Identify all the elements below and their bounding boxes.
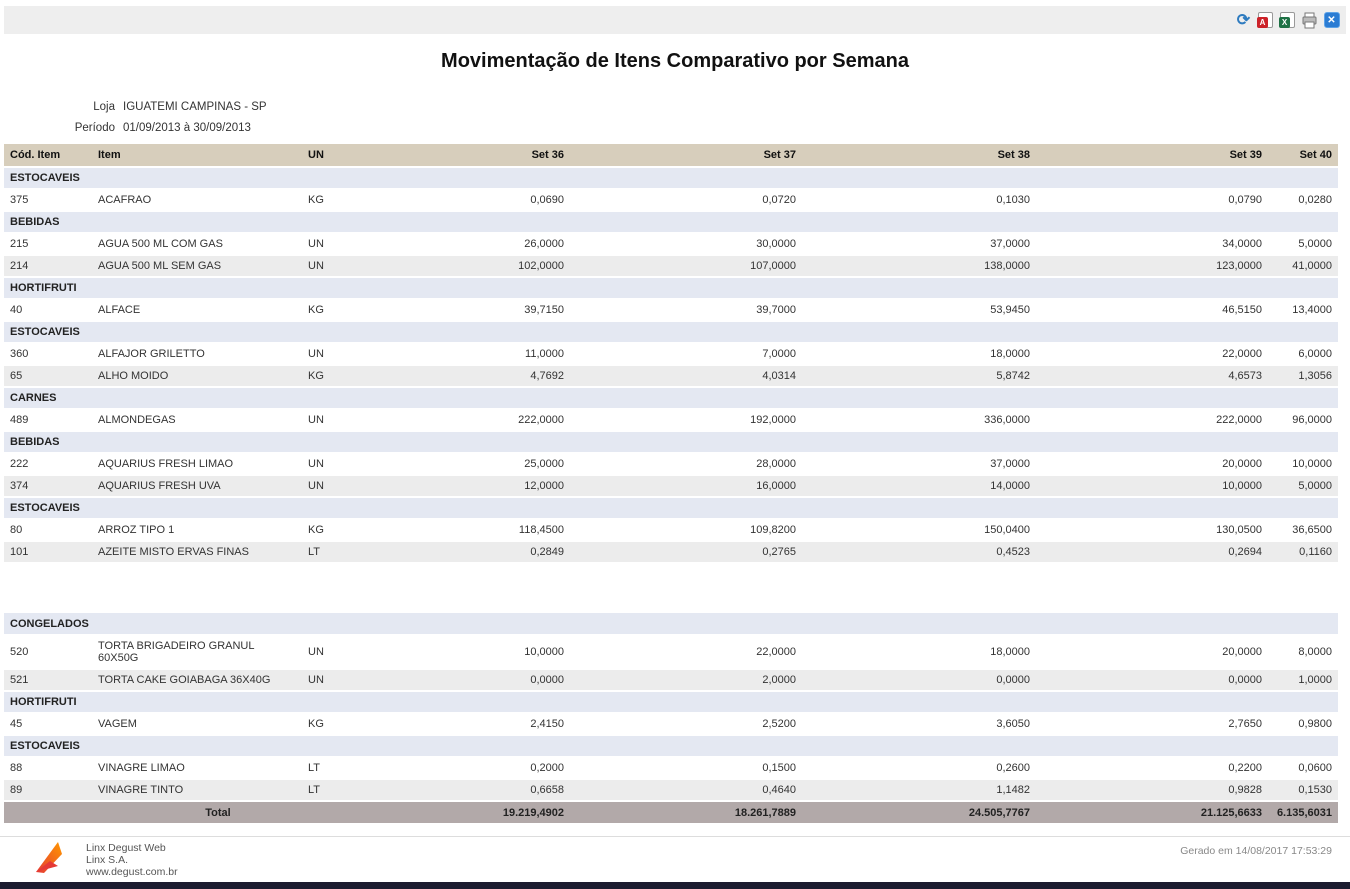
cell-code: 520 <box>4 635 92 669</box>
total-set36: 19.219,4902 <box>432 801 570 824</box>
table-row <box>4 519 1338 541</box>
bottom-window-edge <box>0 882 1350 889</box>
cell-set38: 3,6050 <box>802 713 1036 735</box>
cell-code: 80 <box>4 519 92 541</box>
col-cod-item: Cód. Item <box>4 144 92 167</box>
cell-item: ALFAJOR GRILETTO <box>92 343 302 365</box>
cell-set36: 0,6658 <box>432 779 570 801</box>
cell-item: AQUARIUS FRESH LIMAO <box>92 453 302 475</box>
col-item: Item <box>92 144 302 167</box>
cell-set37: 0,4640 <box>570 779 802 801</box>
cell-set39: 22,0000 <box>1036 343 1268 365</box>
generated-timestamp: Gerado em 14/08/2017 17:53:29 <box>1180 845 1332 857</box>
cell-set39: 0,0000 <box>1036 669 1268 691</box>
table-row <box>4 713 1338 735</box>
cell-un: UN <box>302 475 432 497</box>
category-row <box>4 735 1338 757</box>
cell-set40: 13,4000 <box>1268 299 1338 321</box>
cell-set37: 0,2765 <box>570 541 802 563</box>
cell-item: AQUARIUS FRESH UVA <box>92 475 302 497</box>
cell-set40: 0,0280 <box>1268 189 1338 211</box>
cell-set37: 7,0000 <box>570 343 802 365</box>
cell-set36: 11,0000 <box>432 343 570 365</box>
category-row <box>4 211 1338 233</box>
cell-set36: 0,2849 <box>432 541 570 563</box>
toolbar <box>4 6 1346 34</box>
cell-set39: 0,2694 <box>1036 541 1268 563</box>
cell-code: 101 <box>4 541 92 563</box>
cell-code: 45 <box>4 713 92 735</box>
cell-set40: 96,0000 <box>1268 409 1338 431</box>
cell-code: 89 <box>4 779 92 801</box>
cell-un: KG <box>302 519 432 541</box>
cell-code: 65 <box>4 365 92 387</box>
category-label: HORTIFRUTI <box>4 277 1338 299</box>
cell-set37: 109,8200 <box>570 519 802 541</box>
report-info <box>0 101 1350 134</box>
cell-item: AZEITE MISTO ERVAS FINAS <box>92 541 302 563</box>
cell-set40: 0,9800 <box>1268 713 1338 735</box>
cell-item: AGUA 500 ML COM GAS <box>92 233 302 255</box>
cell-un: UN <box>302 453 432 475</box>
category-label: ESTOCAVEIS <box>4 167 1338 189</box>
cell-code: 222 <box>4 453 92 475</box>
cell-set37: 28,0000 <box>570 453 802 475</box>
cell-set36: 26,0000 <box>432 233 570 255</box>
category-label: ESTOCAVEIS <box>4 321 1338 343</box>
periodo-row <box>0 122 1350 134</box>
cell-set38: 14,0000 <box>802 475 1036 497</box>
cell-set36: 222,0000 <box>432 409 570 431</box>
category-label: CARNES <box>4 387 1338 409</box>
cell-set40: 36,6500 <box>1268 519 1338 541</box>
table-row <box>4 453 1338 475</box>
cell-item: ALHO MOIDO <box>92 365 302 387</box>
cell-set40: 5,0000 <box>1268 233 1338 255</box>
cell-set36: 39,7150 <box>432 299 570 321</box>
cell-set37: 39,7000 <box>570 299 802 321</box>
category-row <box>4 613 1338 635</box>
cell-un: KG <box>302 299 432 321</box>
cell-set39: 130,0500 <box>1036 519 1268 541</box>
cell-item: AGUA 500 ML SEM GAS <box>92 255 302 277</box>
cell-set36: 25,0000 <box>432 453 570 475</box>
cell-un: UN <box>302 635 432 669</box>
category-row <box>4 321 1338 343</box>
total-label: Total <box>4 801 432 824</box>
table-row <box>4 635 1338 669</box>
print-icon[interactable] <box>1301 12 1318 29</box>
cell-item: VINAGRE LIMAO <box>92 757 302 779</box>
table-row <box>4 779 1338 801</box>
cell-set39: 0,0790 <box>1036 189 1268 211</box>
close-icon[interactable]: ✕ <box>1323 12 1340 29</box>
cell-set36: 118,4500 <box>432 519 570 541</box>
cell-set38: 336,0000 <box>802 409 1036 431</box>
loja-label: Loja <box>93 101 115 113</box>
cell-un: LT <box>302 779 432 801</box>
table-row <box>4 541 1338 563</box>
cell-set39: 123,0000 <box>1036 255 1268 277</box>
cell-set38: 37,0000 <box>802 233 1036 255</box>
category-row <box>4 277 1338 299</box>
cell-set38: 0,4523 <box>802 541 1036 563</box>
periodo-label: Período <box>74 122 115 134</box>
table-header <box>4 144 1338 167</box>
cell-set36: 0,2000 <box>432 757 570 779</box>
table-row <box>4 343 1338 365</box>
category-label: CONGELADOS <box>4 613 1338 635</box>
category-row <box>4 691 1338 713</box>
cell-set38: 18,0000 <box>802 635 1036 669</box>
cell-set40: 6,0000 <box>1268 343 1338 365</box>
cell-un: UN <box>302 255 432 277</box>
cell-set37: 0,1500 <box>570 757 802 779</box>
cell-set38: 18,0000 <box>802 343 1036 365</box>
cell-set39: 20,0000 <box>1036 453 1268 475</box>
cell-set36: 10,0000 <box>432 635 570 669</box>
cell-set38: 5,8742 <box>802 365 1036 387</box>
cell-set39: 0,2200 <box>1036 757 1268 779</box>
cell-set40: 0,1160 <box>1268 541 1338 563</box>
category-row <box>4 431 1338 453</box>
category-row <box>4 497 1338 519</box>
table-row <box>4 475 1338 497</box>
col-set40: Set 40 <box>1268 144 1338 167</box>
cell-set36: 0,0000 <box>432 669 570 691</box>
cell-code: 214 <box>4 255 92 277</box>
total-row <box>4 801 1338 824</box>
table-block-2 <box>4 613 1338 801</box>
cell-set38: 138,0000 <box>802 255 1036 277</box>
table-row <box>4 233 1338 255</box>
cell-set39: 4,6573 <box>1036 365 1268 387</box>
cell-code: 521 <box>4 669 92 691</box>
cell-set39: 46,5150 <box>1036 299 1268 321</box>
cell-un: UN <box>302 409 432 431</box>
col-set38: Set 38 <box>802 144 1036 167</box>
cell-item: ACAFRAO <box>92 189 302 211</box>
loja-value: IGUATEMI CAMPINAS - SP <box>123 101 267 113</box>
cell-un: LT <box>302 541 432 563</box>
table-block-1 <box>4 167 1338 563</box>
cell-un: KG <box>302 365 432 387</box>
cell-set40: 10,0000 <box>1268 453 1338 475</box>
cell-set40: 0,1530 <box>1268 779 1338 801</box>
cell-code: 375 <box>4 189 92 211</box>
footer-company: Linx S.A. <box>86 853 129 866</box>
cell-item: ALMONDEGAS <box>92 409 302 431</box>
cell-code: 489 <box>4 409 92 431</box>
cell-code: 360 <box>4 343 92 365</box>
cell-set40: 1,3056 <box>1268 365 1338 387</box>
total-set39: 21.125,6633 <box>1036 801 1268 824</box>
pdf-document-icon: A <box>1258 12 1273 28</box>
cell-un: KG <box>302 713 432 735</box>
category-row <box>4 167 1338 189</box>
category-label: HORTIFRUTI <box>4 691 1338 713</box>
cell-set39: 222,0000 <box>1036 409 1268 431</box>
cell-code: 374 <box>4 475 92 497</box>
report-footer <box>0 836 1350 882</box>
table-row <box>4 255 1338 277</box>
col-set37: Set 37 <box>570 144 802 167</box>
total-set37: 18.261,7889 <box>570 801 802 824</box>
cell-set38: 0,2600 <box>802 757 1036 779</box>
cell-set40: 8,0000 <box>1268 635 1338 669</box>
cell-set38: 150,0400 <box>802 519 1036 541</box>
cell-un: UN <box>302 669 432 691</box>
cell-set37: 192,0000 <box>570 409 802 431</box>
cell-item: VAGEM <box>92 713 302 735</box>
report-table <box>4 144 1338 825</box>
cell-set38: 0,0000 <box>802 669 1036 691</box>
periodo-value: 01/09/2013 à 30/09/2013 <box>123 122 251 134</box>
col-un: UN <box>302 144 432 167</box>
linx-logo-icon <box>32 839 76 880</box>
table-row <box>4 409 1338 431</box>
page-title: Movimentação de Itens Comparativo por Semana <box>441 50 909 72</box>
col-set36: Set 36 <box>432 144 570 167</box>
cell-set37: 0,0720 <box>570 189 802 211</box>
cell-code: 215 <box>4 233 92 255</box>
cell-set37: 2,5200 <box>570 713 802 735</box>
table-row <box>4 365 1338 387</box>
cell-item: VINAGRE TINTO <box>92 779 302 801</box>
cell-set40: 0,0600 <box>1268 757 1338 779</box>
table-row <box>4 299 1338 321</box>
cell-set37: 30,0000 <box>570 233 802 255</box>
export-excel-icon[interactable] <box>1279 12 1296 29</box>
cell-item: ARROZ TIPO 1 <box>92 519 302 541</box>
cell-set36: 12,0000 <box>432 475 570 497</box>
cell-set37: 107,0000 <box>570 255 802 277</box>
cell-item: TORTA BRIGADEIRO GRANUL 60X50G <box>92 635 302 669</box>
category-label: ESTOCAVEIS <box>4 735 1338 757</box>
cell-un: UN <box>302 233 432 255</box>
cell-set39: 20,0000 <box>1036 635 1268 669</box>
cell-set40: 1,0000 <box>1268 669 1338 691</box>
cell-set39: 10,0000 <box>1036 475 1268 497</box>
col-set39: Set 39 <box>1036 144 1268 167</box>
block-gap <box>4 563 1338 613</box>
cell-set38: 0,1030 <box>802 189 1036 211</box>
cell-set37: 16,0000 <box>570 475 802 497</box>
cell-un: KG <box>302 189 432 211</box>
table-row <box>4 189 1338 211</box>
cell-un: LT <box>302 757 432 779</box>
cell-set40: 41,0000 <box>1268 255 1338 277</box>
category-label: ESTOCAVEIS <box>4 497 1338 519</box>
cell-set39: 0,9828 <box>1036 779 1268 801</box>
table-row <box>4 669 1338 691</box>
cell-code: 88 <box>4 757 92 779</box>
category-row <box>4 387 1338 409</box>
cell-set36: 2,4150 <box>432 713 570 735</box>
cell-item: TORTA CAKE GOIABAGA 36X40G <box>92 669 302 691</box>
refresh-icon[interactable]: ⟳ <box>1236 11 1251 29</box>
category-label: BEBIDAS <box>4 211 1338 233</box>
loja-row <box>0 101 1350 113</box>
excel-document-icon: X <box>1280 12 1295 28</box>
total-set40: 6.135,6031 <box>1268 801 1338 824</box>
table-row <box>4 757 1338 779</box>
cell-set39: 34,0000 <box>1036 233 1268 255</box>
export-pdf-icon[interactable] <box>1257 12 1274 29</box>
cell-set36: 102,0000 <box>432 255 570 277</box>
cell-code: 40 <box>4 299 92 321</box>
cell-set38: 1,1482 <box>802 779 1036 801</box>
cell-item: ALFACE <box>92 299 302 321</box>
cell-set36: 0,0690 <box>432 189 570 211</box>
category-label: BEBIDAS <box>4 431 1338 453</box>
cell-set38: 37,0000 <box>802 453 1036 475</box>
cell-set37: 2,0000 <box>570 669 802 691</box>
cell-un: UN <box>302 343 432 365</box>
footer-app-name: Linx Degust Web <box>86 841 166 854</box>
cell-set37: 22,0000 <box>570 635 802 669</box>
cell-set39: 2,7650 <box>1036 713 1268 735</box>
cell-set37: 4,0314 <box>570 365 802 387</box>
footer-site[interactable]: www.degust.com.br <box>86 865 178 878</box>
cell-set40: 5,0000 <box>1268 475 1338 497</box>
total-set38: 24.505,7767 <box>802 801 1036 824</box>
cell-set38: 53,9450 <box>802 299 1036 321</box>
cell-set36: 4,7692 <box>432 365 570 387</box>
